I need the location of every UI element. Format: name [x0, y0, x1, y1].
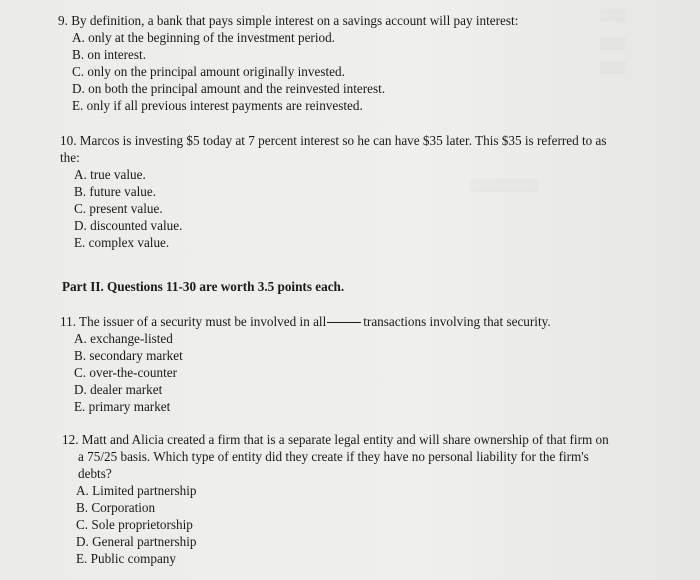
- question-12: [62, 431, 692, 567]
- question-9-option-d: D. on both the principal amount and the reinvested interest.: [72, 81, 386, 96]
- answer-blank: [327, 322, 361, 323]
- question-11-option-b: B. secondary market: [74, 348, 183, 363]
- bleed-through-texture: ▒▒▒▒▒▒▒▒: [470, 178, 539, 192]
- question-10-option-a: A. true value.: [74, 167, 146, 182]
- bleed-through-texture: ▒▒▒: [600, 60, 626, 74]
- question-11: [60, 313, 685, 415]
- question-11-option-c: C. over-the-counter: [74, 365, 177, 380]
- question-12-option-c: C. Sole proprietorship: [76, 517, 193, 532]
- question-11-stem-end: transactions involving that security.: [363, 314, 551, 329]
- question-12-stem-line-2: a 75/25 basis. Which type of entity did they create if they have no personal liability for the firm's: [78, 449, 589, 464]
- question-10-stem-line-1: 10. Marcos is investing $5 today at 7 percent interest so he can have $35 later. This $35 is referred to as: [60, 133, 607, 148]
- question-12-option-e: E. Public company: [76, 551, 176, 566]
- question-9-option-c: C. only on the principal amount originally invested.: [72, 64, 345, 79]
- question-10-option-b: B. future value.: [74, 184, 157, 199]
- question-10-option-e: E. complex value.: [74, 235, 170, 250]
- question-11-option-e: E. primary market: [74, 399, 171, 414]
- question-12-stem-line-1: 12. Matt and Alicia created a firm that is a separate legal entity and will share ownership of that firm on: [62, 432, 609, 447]
- bleed-through-texture: ▒▒▒: [600, 36, 626, 50]
- question-12-option-d: D. General partnership: [76, 534, 197, 549]
- question-10-option-c: C. present value.: [74, 201, 163, 216]
- question-10-stem-line-2: the:: [60, 150, 80, 165]
- bleed-through-texture: ▒▒▒: [600, 8, 626, 22]
- question-9-stem: 9. By definition, a bank that pays simple interest on a savings account will pay interest:: [58, 13, 519, 28]
- question-11-option-d: D. dealer market: [74, 382, 163, 397]
- part-2-heading: Part II. Questions 11-30 are worth 3.5 points each.: [62, 279, 345, 294]
- question-10-option-d: D. discounted value.: [74, 218, 183, 233]
- question-12-option-b: B. Corporation: [76, 500, 156, 515]
- question-9-option-a: A. only at the beginning of the investment period.: [72, 30, 335, 45]
- question-9-option-e: E. only if all previous interest payments are reinvested.: [72, 98, 363, 113]
- question-9-option-b: B. on interest.: [72, 47, 146, 62]
- question-12-stem-line-3: debts?: [78, 466, 112, 481]
- question-12-option-a: A. Limited partnership: [76, 483, 197, 498]
- question-11-option-a: A. exchange-listed: [74, 331, 173, 346]
- question-10: [60, 132, 685, 251]
- question-9: [58, 12, 678, 114]
- question-11-stem-start: 11. The issuer of a security must be involved in all: [60, 314, 327, 329]
- question-11-stem: [60, 313, 685, 330]
